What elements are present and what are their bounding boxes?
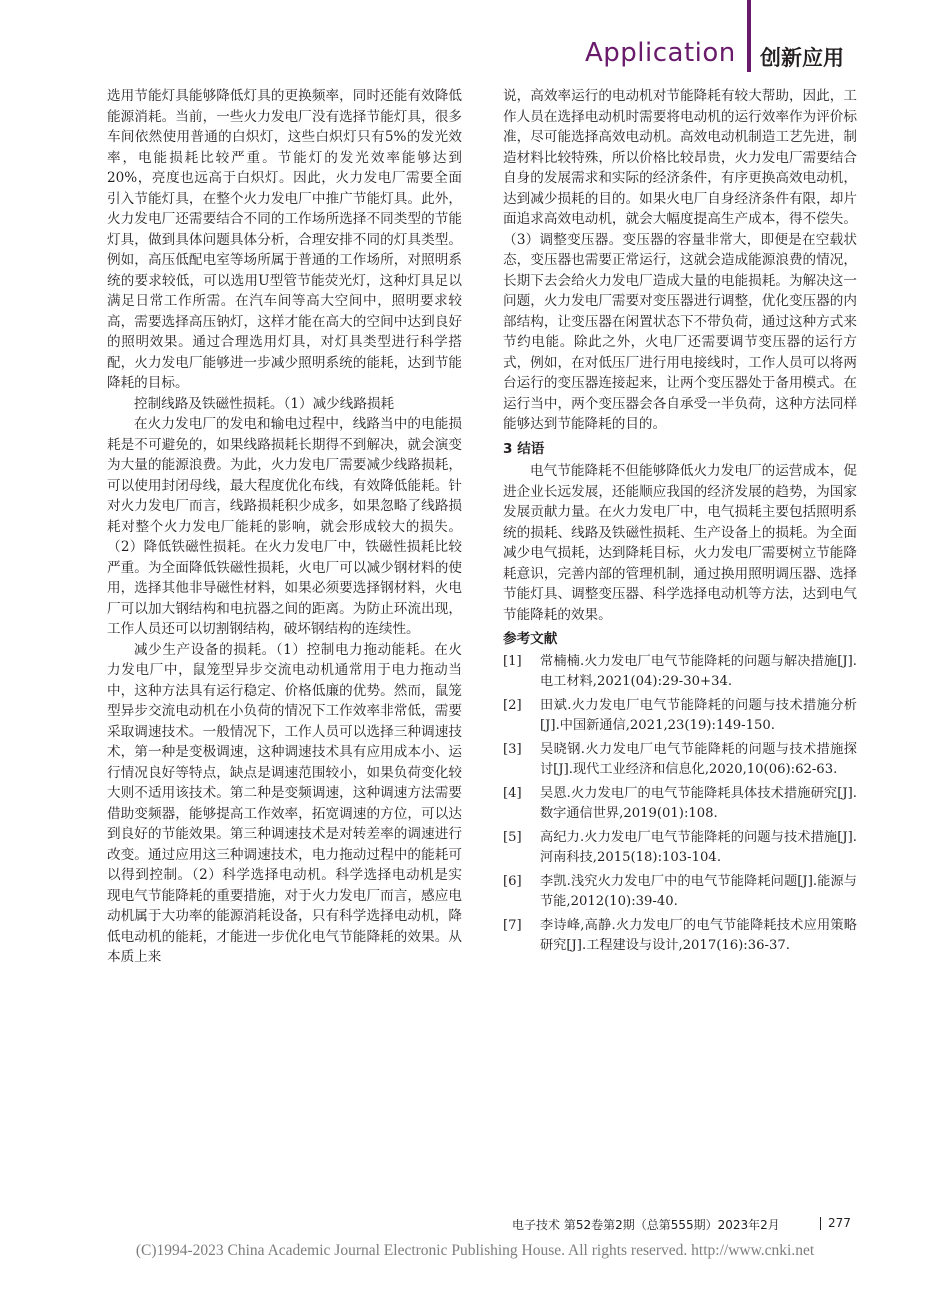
reference-number: [4]	[503, 785, 522, 801]
left-paragraph-4: 减少生产设备的损耗。（1）控制电力拖动能耗。在火力发电厂中，鼠笼型异步交流电动机通常用于电力拖动当中，这种方法具有运行稳定、价格低廉的优势。然而，鼠笼型异步交流电动机在小负荷的情况下工作效率非常低，需要采取调速技术。一般情况下，工作人员可以选择三种调速技术，第一种是变极调速，这种调速技术具有应用成本小、运行情况良好等特点，缺点是调速范围较小，如果负荷变化较大则不适用该技术。第二种是变频调速，这种调速方法需要借助变频器，能够提高工作效率，拓宽调速的方位，可以达到良好的节能效果。第三种调速技术是对转差率的调速进行改变。通过应用这三种调速技术，电力拖动过程中的能耗可以得到控制。（2）科学选择电动机。科学选择电动机是实现电气节能降耗的重要措施，对于火力发电厂而言，感应电动机属于大功率的能源消耗设备，只有科学选择电动机，降低电动机的能耗，才能进一步优化电气节能降耗的效果。从本质上来	[107, 641, 462, 965]
left-paragraph-1: 选用节能灯具能够降低灯具的更换频率，同时还能有效降低能源消耗。当前，一些火力发电厂没有选择节能灯具，很多车间依然使用普通的白炽灯，这些白炽灯只有5%的发光效率，电能损耗比较严重。节能灯的发光效率能够达到20%，亮度也远高于白炽灯。因此，火力发电厂需要全面引入节能灯具，在整个火力发电厂中推广节能灯具。此外，火力发电厂还需要结合不同的工作场所选择不同类型的节能灯具，做到具体问题具体分析，合理安排不同的灯具类型。例如，高压低配电室等场所属于普通的工作场所，对照明系统的要求较低，可以选用U型管节能荧光灯，这种灯具足以满足日常工作所需。在汽车间等高大空间中，照明要求较高，需要选择高压钠灯，这样才能在高大的空间中达到良好的照明效果。通过合理选用灯具，对灯具类型进行科学搭配，火力发电厂能够进一步减少照明系统的能耗，达到节能降耗的目标。	[107, 88, 462, 391]
conclusion-paragraph: 电气节能降耗不但能够降低火力发电厂的运营成本，促进企业长远发展，还能顺应我国的经济发展的趋势，为国家发展贡献力量。在火力发电厂中，电气损耗主要包括照明系统的损耗、线路及铁磁性损耗、生产设备上的损耗。为全面减少电气损耗，达到降耗目标，火力发电厂需要树立节能降耗意识，完善内部的管理机制，通过换用照明调压器、选择节能灯具、调整变压器、科学选择电动机等方法，达到电气节能降耗的效果。	[503, 463, 857, 623]
reference-item	[503, 652, 857, 693]
header-divider-bar	[747, 0, 751, 72]
reference-item	[503, 916, 857, 957]
reference-item	[503, 740, 857, 781]
header-section-title: 创新应用	[760, 46, 844, 70]
reference-number: [5]	[503, 829, 522, 845]
header-application-label: Application	[585, 38, 736, 68]
right-column	[503, 86, 857, 960]
reference-text: 常楠楠.火力发电厂电气节能降耗的问题与解决措施[J].电工材料,2021(04):29-30+34.	[540, 653, 857, 689]
copyright-notice: (C)1994-2023 China Academic Journal Electronic Publishing House. All rights reserved. http://www.cnki.net	[135, 1242, 815, 1259]
references-heading: 参考文献	[503, 631, 558, 647]
page-number: 277	[828, 1216, 851, 1230]
reference-text: 李凯.浅究火力发电厂中的电气节能降耗问题[J].能源与节能,2012(10):39-40.	[540, 873, 857, 909]
reference-number: [1]	[503, 653, 522, 669]
reference-number: [2]	[503, 697, 522, 713]
references-list	[503, 652, 857, 957]
right-paragraph-1: 说，高效率运行的电动机对节能降耗有较大帮助，因此，工作人员在选择电动机时需要将电动机的运行效率作为评价标准，尽可能选择高效电动机。高效电动机制造工艺先进，制造材料比较特殊，所以价格比较昂贵，火力发电厂需要结合自身的发展需求和实际的经济条件，有序更换高效电动机，达到减少损耗的目的。如果火电厂自身经济条件有限，却片面追求高效电动机，就会大幅度提高生产成本，得不偿失。（3）调整变压器。变压器的容量非常大，即便是在空载状态，变压器也需要正常运行，这就会造成能源浪费的情况，长期下去会给火力发电厂造成大量的电能损耗。为解决这一问题，火力发电厂需要对变压器进行调整，优化变压器的内部结构，让变压器在闲置状态下不带负荷，通过这种方式来节约电能。除此之外，火电厂还需要调节变压器的运行方式，例如，在对低压厂进行用电接线时，工作人员可以将两台运行的变压器连接起来，让两个变压器处于备用模式。在运行当中，两个变压器会各自承受一半负荷，这种方法同样能够达到节能降耗的目的。	[503, 88, 857, 432]
reference-number: [3]	[503, 741, 522, 757]
footer-journal-info: 电子技术 第52卷第2期（总第555期）2023年2月	[512, 1218, 780, 1232]
reference-number: [7]	[503, 917, 522, 933]
reference-item	[503, 828, 857, 869]
reference-text: 吴恩.火力发电厂的电气节能降耗具体技术措施研究[J].数字通信世界,2019(01):108.	[540, 785, 857, 821]
left-column	[107, 86, 462, 968]
footer-divider	[820, 1217, 821, 1230]
reference-item	[503, 696, 857, 737]
reference-text: 高纪力.火力发电厂电气节能降耗的问题与技术措施[J].河南科技,2015(18):103-104.	[540, 829, 857, 865]
left-paragraph-3: 在火力发电厂的发电和输电过程中，线路当中的电能损耗是不可避免的，如果线路损耗长期得不到解决，就会演变为大量的能源浪费。为此，火力发电厂需要减少线路损耗，可以使用封闭母线，最大程度优化布线，有效降低能耗。针对火力发电厂而言，线路损耗积少成多，如果忽略了线路损耗对整个火力发电厂能耗的影响，就会形成较大的损失。（2）降低铁磁性损耗。在火力发电厂中，铁磁性损耗比较严重。为全面降低铁磁性损耗，火电厂可以减少钢材料的使用，选择其他非导磁性材料，如果必须要选择钢材料，火电厂可以加大钢结构和电抗器之间的距离。为防止环流出现，工作人员还可以切割钢结构，破坏钢结构的连续性。	[107, 416, 462, 637]
reference-item	[503, 872, 857, 913]
reference-text: 田斌.火力发电厂电气节能降耗的问题与技术措施分析[J].中国新通信,2021,23(19):149-150.	[540, 697, 857, 733]
section-heading-conclusion: 3 结语	[503, 440, 545, 457]
reference-text: 李诗峰,高静.火力发电厂的电气节能降耗技术应用策略研究[J].工程建设与设计,2017(16):36-37.	[540, 917, 857, 953]
reference-number: [6]	[503, 873, 522, 889]
left-paragraph-2: 控制线路及铁磁性损耗。（1）减少线路损耗	[134, 395, 395, 412]
reference-text: 吴晓钢.火力发电厂电气节能降耗的问题与技术措施探讨[J].现代工业经济和信息化,2020,10(06):62-63.	[540, 741, 857, 777]
reference-item	[503, 784, 857, 825]
